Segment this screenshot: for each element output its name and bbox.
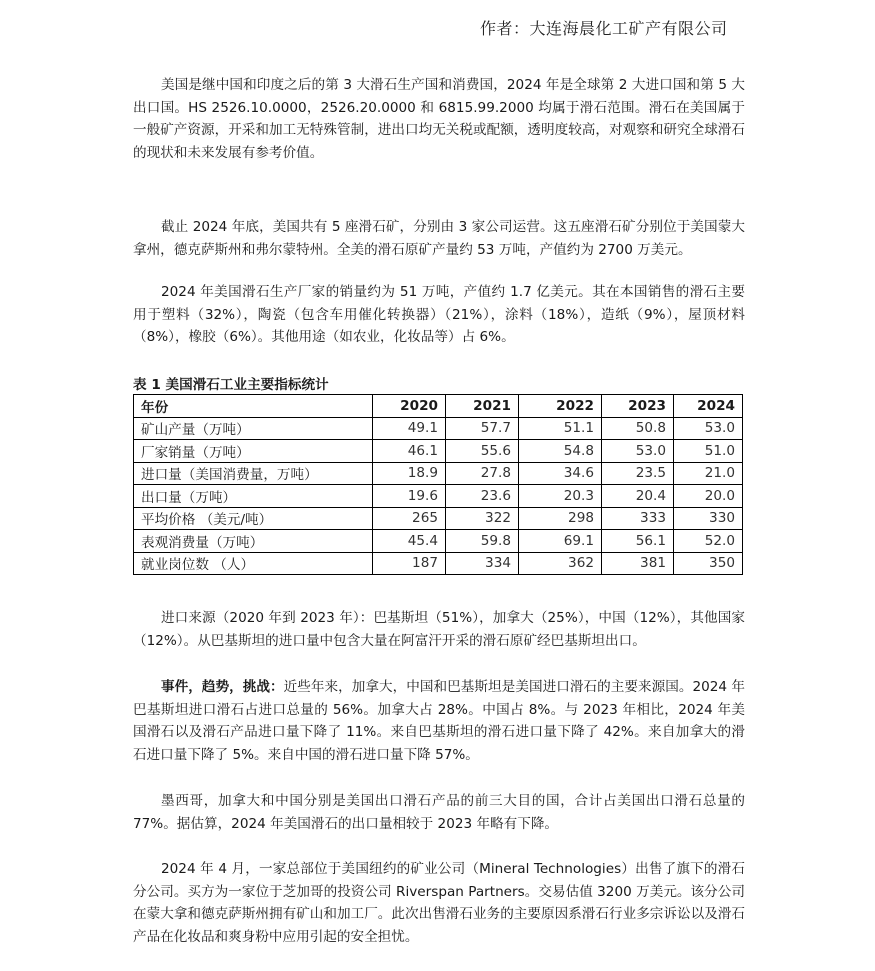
- table-row: [134, 552, 743, 575]
- value-cell: 333: [602, 507, 674, 530]
- trends-text: 近些年来，加拿大，中国和巴基斯坦是美国进口滑石的主要来源国。2024 年巴基斯坦进口滑石占进口总量的 56%。加拿大占 28%。中国占 8%。与 2023 年相比，2024 年美国滑石以及滑石产品进口量下降了 11%。来自巴基斯坦的滑石进口量下降了 42%。来自加拿大的滑石进口量下降了 5%。来自中国的滑石进口量下降 57%。: [133, 679, 746, 763]
- table-row: [134, 440, 743, 463]
- value-cell: 19.6: [373, 485, 446, 508]
- row-label-cell: 厂家销量（万吨）: [134, 440, 373, 463]
- row-label-cell: 进口量（美国消费量，万吨）: [134, 462, 373, 485]
- value-cell: 265: [373, 507, 446, 530]
- value-cell: 53.0: [602, 440, 674, 463]
- value-cell: 20.3: [519, 485, 602, 508]
- table-row: [134, 507, 743, 530]
- acquisition-paragraph: 2024 年 4 月，一家总部位于美国纽约的矿业公司（Mineral Technologies）出售了旗下的滑石分公司。买方为一家位于芝加哥的投资公司 Riverspan Partners。交易估值 3200 万美元。该分公司在蒙大拿和德克萨斯州拥有矿山和加工厂。此次出售滑石业务的主要原因系滑石行业多宗诉讼以及滑石产品在化妆品和爽身粉中应用引起的安全担忧。: [133, 861, 745, 945]
- value-cell: 53.0: [674, 417, 743, 440]
- value-cell: 18.9: [373, 462, 446, 485]
- value-cell: 50.8: [602, 417, 674, 440]
- table-row: [134, 485, 743, 508]
- value-cell: 34.6: [519, 462, 602, 485]
- value-cell: 49.1: [373, 417, 446, 440]
- value-cell: 20.0: [674, 485, 743, 508]
- header-cell: 2023: [602, 395, 674, 418]
- trends-paragraph: [133, 676, 745, 766]
- value-cell: 51.1: [519, 417, 602, 440]
- row-label-cell: 矿山产量（万吨）: [134, 417, 373, 440]
- value-cell: 54.8: [519, 440, 602, 463]
- value-cell: 350: [674, 552, 743, 575]
- value-cell: 59.8: [446, 530, 519, 553]
- mines-paragraph: 截止 2024 年底，美国共有 5 座滑石矿，分别由 3 家公司运营。这五座滑石矿分别位于美国蒙大拿州，德克萨斯州和弗尔蒙特州。全美的滑石原矿产量约 53 万吨，产值约为 2700 万美元。: [133, 219, 745, 258]
- table-row: [134, 462, 743, 485]
- row-label-cell: 就业岗位数 （人）: [134, 552, 373, 575]
- value-cell: 21.0: [674, 462, 743, 485]
- value-cell: 187: [373, 552, 446, 575]
- row-label-cell: 表观消费量（万吨）: [134, 530, 373, 553]
- value-cell: 362: [519, 552, 602, 575]
- value-cell: 51.0: [674, 440, 743, 463]
- header-cell: 2022: [519, 395, 602, 418]
- trends-lead: 事件，趋势，挑战：: [161, 679, 284, 695]
- value-cell: 322: [446, 507, 519, 530]
- value-cell: 69.1: [519, 530, 602, 553]
- header-cell: 2021: [446, 395, 519, 418]
- value-cell: 334: [446, 552, 519, 575]
- intro-paragraph: 美国是继中国和印度之后的第 3 大滑石生产国和消费国，2024 年是全球第 2 大进口国和第 5 大出口国。HS 2526.10.0000，2526.20.0000 和 6815.99.2000 均属于滑石范围。滑石在美国属于一般矿产资源，开采和加工无特殊管制，进出口均无关税或配额，透明度较高，对观察和研究全球滑石的现状和未来发展有参考价值。: [133, 77, 745, 161]
- value-cell: 46.1: [373, 440, 446, 463]
- table-row: [134, 530, 743, 553]
- value-cell: 20.4: [602, 485, 674, 508]
- value-cell: 381: [602, 552, 674, 575]
- value-cell: 52.0: [674, 530, 743, 553]
- indicators-table: [133, 394, 743, 575]
- import-sources-paragraph: 进口来源（2020 年到 2023 年）：巴基斯坦（51%），加拿大（25%），中国（12%），其他国家（12%）。从巴基斯坦的进口量中包含大量在阿富汗开采的滑石原矿经巴基斯坦出口。: [133, 610, 745, 649]
- value-cell: 330: [674, 507, 743, 530]
- value-cell: 45.4: [373, 530, 446, 553]
- header-cell: 2024: [674, 395, 743, 418]
- row-label-cell: 出口量（万吨）: [134, 485, 373, 508]
- exports-paragraph: 墨西哥，加拿大和中国分别是美国出口滑石产品的前三大目的国，合计占美国出口滑石总量的 77%。据估算，2024 年美国滑石的出口量相较于 2023 年略有下降。: [133, 793, 745, 832]
- value-cell: 57.7: [446, 417, 519, 440]
- author-line: 作者：大连海晨化工矿产有限公司: [480, 19, 728, 38]
- header-cell: 2020: [373, 395, 446, 418]
- table-header-row: [134, 395, 743, 418]
- value-cell: 298: [519, 507, 602, 530]
- value-cell: 55.6: [446, 440, 519, 463]
- value-cell: 56.1: [602, 530, 674, 553]
- sales-paragraph: 2024 年美国滑石生产厂家的销量约为 51 万吨，产值约 1.7 亿美元。其在本国销售的滑石主要用于塑料（32%），陶瓷（包含车用催化转换器）（21%），涂料（18%），造纸（9%），屋顶材料（8%），橡胶（6%）。其他用途（如农业，化妆品等）占 6%。: [133, 284, 745, 345]
- header-cell: 年份: [134, 395, 373, 418]
- value-cell: 23.6: [446, 485, 519, 508]
- value-cell: 27.8: [446, 462, 519, 485]
- value-cell: 23.5: [602, 462, 674, 485]
- table-caption: 表 1 美国滑石工业主要指标统计: [133, 377, 329, 393]
- row-label-cell: 平均价格 （美元/吨）: [134, 507, 373, 530]
- table-row: [134, 417, 743, 440]
